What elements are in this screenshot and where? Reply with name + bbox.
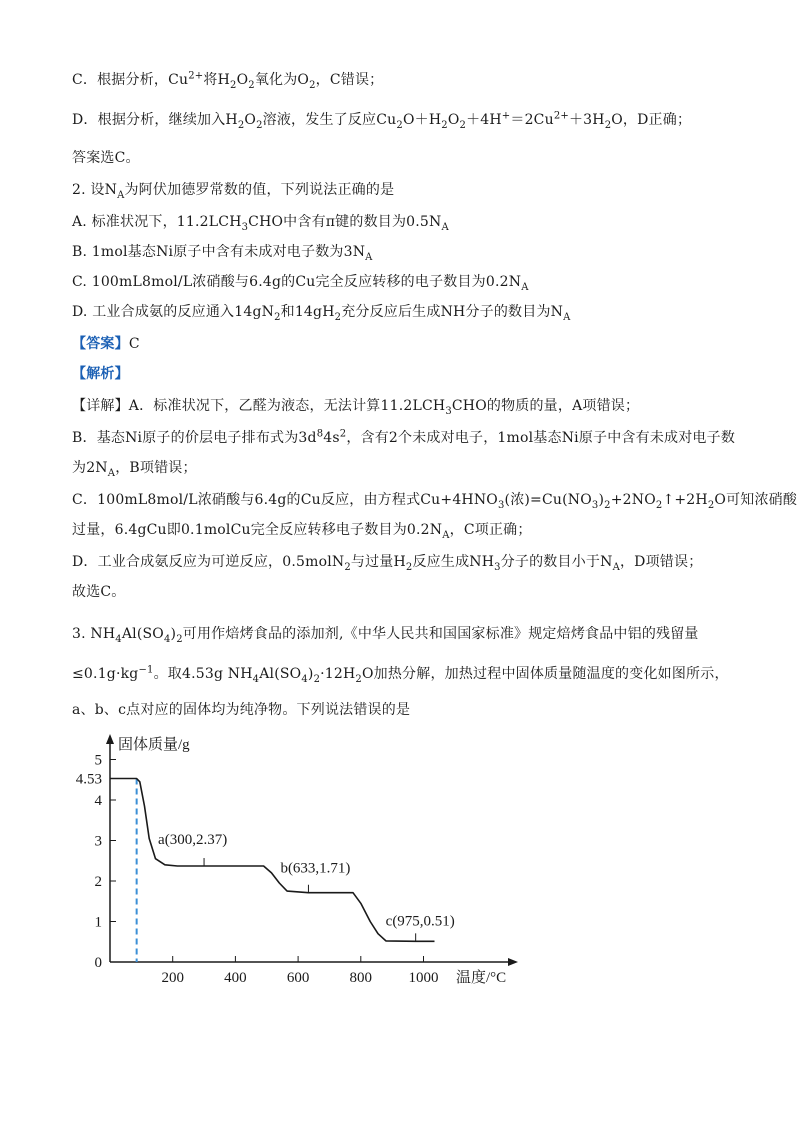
text-line-15: 过量，6.4gCu即0.1molCu完全反应转移电子数目为$0.2N_A$，C项正确； (72, 522, 532, 541)
y-tick-label: 5 (94, 752, 102, 769)
text-line-17: 故选C。 (72, 584, 126, 600)
x-axis-arrow (508, 958, 518, 966)
x-tick-label: 400 (224, 970, 247, 986)
text-line-9: 【答案】C (72, 336, 140, 352)
text-line-6: B. 1mol基态Ni原子中含有未成对电子数为$3N_A$ (72, 244, 373, 263)
chart-marks (110, 779, 455, 963)
text-line-4: 2. 设$N_A$为阿伏加德罗常数的值，下列说法正确的是 (72, 182, 395, 201)
text-line-13: 为$2N_A$，B项错误； (72, 460, 197, 479)
y-tick-label: 3 (94, 833, 102, 850)
y-tick-label: 0 (94, 955, 102, 971)
x-tick-label: 1000 (408, 970, 439, 986)
text-line-18: 3. $NH_4Al(SO_4)_2$可用作焙烤食品的添加剂,《中华人民共和国国家标准》规定焙烤食品中铝的残留量 (72, 626, 699, 645)
text-line-11: 【详解】A．标准状况下，乙醛为液态，无法计算$11.2LCH_3CHO$的物质的量，A项错误； (72, 398, 640, 417)
point-label-b: b(633,1.71) (280, 860, 351, 877)
x-axis-label: 温度/°C (456, 970, 507, 986)
y-tick-label: 2 (94, 874, 102, 890)
y-tick-label-4-53: 4.53 (75, 771, 102, 788)
y-axis-label: 固体质量/g (118, 737, 190, 753)
y-axis-arrow (106, 734, 114, 744)
text-line-3: 答案选C。 (72, 150, 140, 166)
point-label-a: a(300,2.37) (158, 832, 228, 849)
x-tick-label: 600 (286, 970, 310, 986)
text-line-7: C. 100mL8mol/L浓硝酸与6.4g的Cu完全反应转移的电子数目为$0.2N_A$ (72, 274, 529, 293)
x-tick-label: 200 (161, 970, 184, 986)
text-line-20: a、b、c点对应的固体均为纯净物。下列说法错误的是 (72, 702, 411, 718)
mass-temperature-chart (75, 728, 530, 988)
text-line-12: B．基态Ni原子的价层电子排布式为$3d^84s^2$，含有2个未成对电子，1mol基态Ni原子中含有未成对电子数 (72, 428, 736, 446)
text-line-19: $\le 0.1g\cdot kg^{-1}$。取4.53g $NH_4Al(SO_4)_2\cdot 12H_2O$加热分解，加热过程中固体质量随温度的变化如图所示， (72, 664, 729, 685)
text-line-5: A. 标准状况下，$11.2LCH_3CHO$中含有π键的数目为$0.5N_A$ (72, 214, 449, 233)
y-tick-label: 1 (94, 914, 102, 931)
y-tick-label: 4 (94, 793, 102, 809)
x-tick-label: 800 (349, 970, 373, 986)
text-line-2: D．根据分析，继续加入$H_2O_2$溶液，发生了反应$Cu_2O+H_2O_2+4H^+=2Cu^{2+}+3H_2O$，D正确； (72, 110, 692, 131)
text-line-16: D．工业合成氨反应为可逆反应，0.5molN$_2$与过量$H_2$反应生成$NH_3$分子的数目小于$N_A$，D项错误； (72, 554, 703, 573)
text-line-10: 【解析】 (72, 366, 129, 382)
text-line-1: C．根据分析，$Cu^{2+}$将$H_2O_2$氧化为$O_2$，C错误； (72, 70, 384, 91)
text-line-8: D. 工业合成氨的反应通入$14gN_2$和$14gH_2$充分反应后生成NH分子的数目为$N_A$ (72, 304, 571, 323)
text-line-14: C．100mL8mol/L浓硝酸与6.4g的Cu反应，由方程式$Cu+4HNO_3$(浓)$=Cu(NO_3)_2+2NO_2↑+2H_2O$可知浓硝酸 (72, 492, 797, 511)
point-label-c: c(975,0.51) (385, 913, 455, 930)
